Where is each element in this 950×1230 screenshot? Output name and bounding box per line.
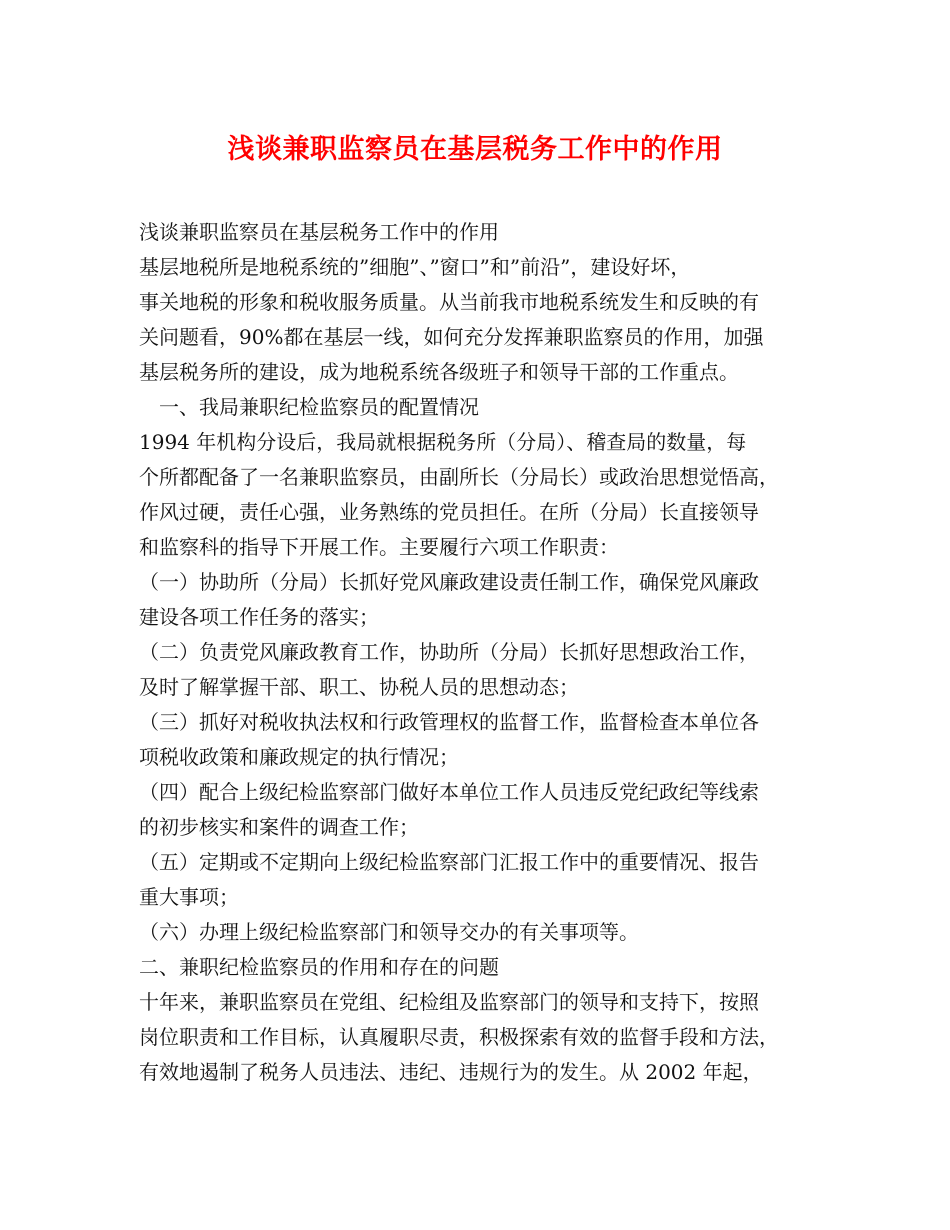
list-item-line: （三）抓好对税收执法权和行政管理权的监督工作，监督检查本单位各 [139, 710, 759, 734]
list-item-line: 建设各项工作任务的落实； [139, 605, 379, 629]
section-heading: 二、兼职纪检监察员的作用和存在的问题 [139, 955, 499, 979]
list-item-line: （四）配合上级纪检监察部门做好本单位工作人员违反党纪政纪等线索 [139, 780, 759, 804]
list-item-line: （六）办理上级纪检监察部门和领导交办的有关事项等。 [139, 920, 639, 944]
document-title: 浅谈兼职监察员在基层税务工作中的作用 [227, 134, 723, 165]
body-line: 1994 年机构分设后，我局就根据税务所（分局）、稽查局的数量，每 [139, 430, 747, 454]
body-line: 个所都配备了一名兼职监察员，由副所长（分局长）或政治思想觉悟高， [139, 465, 779, 489]
document-body [139, 215, 829, 1090]
body-line: 作风过硬，责任心强，业务熟练的党员担任。在所（分局）长直接领导 [139, 500, 759, 524]
body-line: 十年来，兼职监察员在党组、纪检组及监察部门的领导和支持下，按照 [139, 990, 759, 1014]
body-line: 和监察科的指导下开展工作。主要履行六项工作职责： [139, 535, 619, 559]
list-item-line: 项税收政策和廉政规定的执行情况； [139, 745, 459, 769]
body-line: 有效地遏制了税务人员违法、违纪、违规行为的发生。从 2002 年起， [139, 1060, 763, 1084]
body-line: 浅谈兼职监察员在基层税务工作中的作用 [139, 220, 499, 244]
body-line: 基层税务所的建设，成为地税系统各级班子和领导干部的工作重点。 [139, 360, 739, 384]
list-item-line: 的初步核实和案件的调查工作； [139, 815, 419, 839]
body-line: 事关地税的形象和税收服务质量。从当前我市地税系统发生和反映的有 [139, 290, 759, 314]
list-item-line: （二）负责党风廉政教育工作，协助所（分局）长抓好思想政治工作， [139, 640, 759, 664]
section-heading: 一、我局兼职纪检监察员的配置情况 [159, 395, 479, 419]
list-item-line: （五）定期或不定期向上级纪检监察部门汇报工作中的重要情况、报告 [139, 850, 759, 874]
list-item-line: 重大事项； [139, 885, 239, 909]
list-item-line: （一）协助所（分局）长抓好党风廉政建设责任制工作，确保党风廉政 [139, 570, 759, 594]
body-line: 岗位职责和工作目标，认真履职尽责，积极探索有效的监督手段和方法， [139, 1025, 779, 1049]
list-item-line: 及时了解掌握干部、职工、协税人员的思想动态； [139, 675, 579, 699]
body-line: 关问题看，90%都在基层一线，如何充分发挥兼职监察员的作用，加强 [139, 325, 764, 349]
body-line: 基层地税所是地税系统的”细胞”、”窗口”和”前沿”，建设好坏， [139, 255, 691, 279]
